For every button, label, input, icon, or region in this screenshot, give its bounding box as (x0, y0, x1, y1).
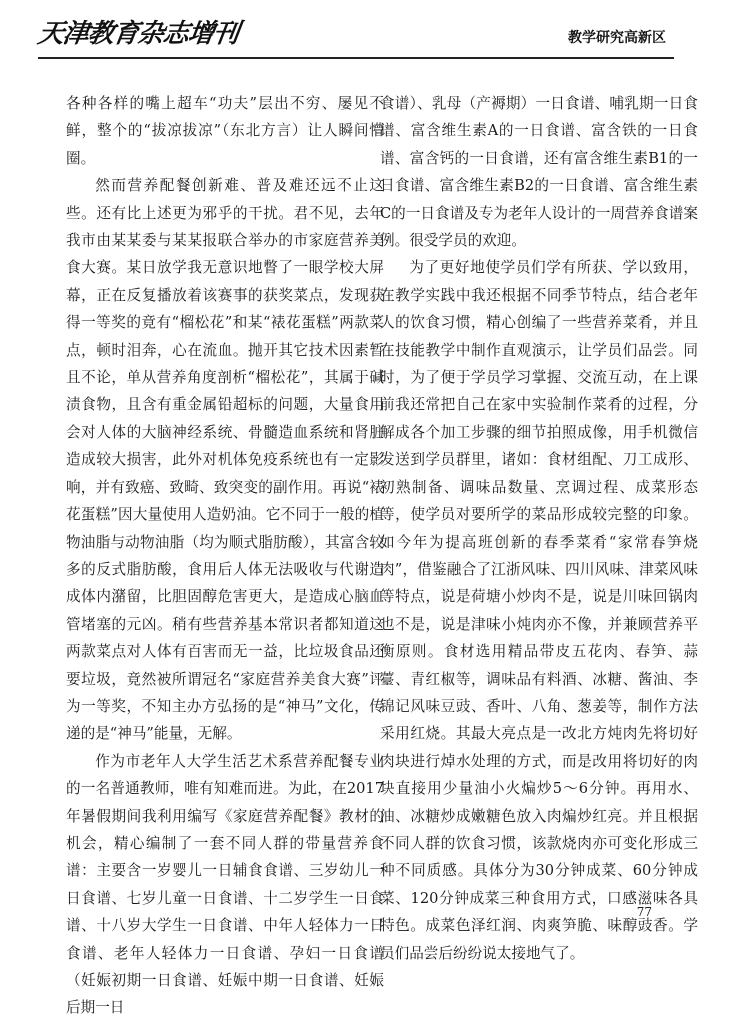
left-column (66, 90, 384, 1022)
paragraph: 然而营养配餐创新难、普及难还远不止这些。还有比上述更为邪乎的干扰。君不见，去年我市由某某委与某某报联合举办的市家庭营养美食大赛。某日放学我无意识地瞥了一眼学校大屏幕，正在反复播放着该赛事的获奖菜点，发现获得一等奖的竟有“榴松花”和某“裱花蛋糕”两款菜点，顿时泪奔，心在流血。抛开其它技术因素暂且不论，单从营养角度剖析“榴松花”，其属于碱渍食物，且含有重金属铅超标的问题，大量食用会对人体的大脑神经系统、骨髓造血系统和肾脏造成较大损害，此外对机体免疫系统也有一定影响，并有致癌、致畸、致突变的副作用。再说“裱花蛋糕”因大量使用人造奶油。它不同于一般的植物油脂与动物油脂（均为顺式脂肪酸），其富含较多的反式脂肪酸，食用后人体无法吸收与代谢造成体内潴留，比胆固醇危害更大，是造成心脑血管堵塞的元凶。稍有些营养基本常识者都知道这两款菜点对人体有百害而无一益，比垃圾食品还要垃圾，竟然被所谓冠名“家庭营养美食大赛”评为一等奖，不知主办方弘扬的是“神马”文化，传递的是“神马”能量，无解。 (66, 177, 384, 743)
paragraph: 各种各样的嘴上超车“功夫”层出不穷、屡见不鲜，整个的“拔凉拔凉”（东北方言）让人瞬间懵圈。 (66, 95, 384, 167)
paragraph: 作为市老年人大学生活艺术系营养配餐专业的一名普通教师，唯有知难而进。为此，在2017年暑假期间我利用编写《家庭营养配餐》教材的机会，精心编制了一套不同人群的带量营养食谱：主要含一岁婴儿一日辅食食谱、三岁幼儿一日食谱、七岁儿童一日食谱、十二岁学生一日食谱、十八岁大学生一日食谱、中年人轻体力一日食谱、老年人轻体力一日食谱、孕妇一日食谱（妊娠初期一日食谱、妊娠中期一日食谱、妊娠后期一日 (66, 752, 384, 1017)
header-divider (38, 57, 674, 59)
right-column (380, 90, 698, 967)
section-title: 教学研究高新区 (568, 30, 666, 46)
journal-logo: 天津教育杂志增刊 (35, 19, 241, 49)
paragraph: 为了更好地使学员们学有所获、学以致用，在教学实践中我还根据不同季节特点，结合老年人的饮食习惯，精心创编了一些营养菜肴，并且在技能教学中制作直观演示，让学员们品尝。同时，为了便于学员学习掌握、交流互动，在上课前我还常把自己在家中实验制作菜肴的过程，分解成各个加工步骤的细节拍照成像，用手机微信发送到学员群里，诸如：食材组配、刀工成形、初熟制备、调味品数量、烹调过程、成菜形态等，使学员对要所学的菜品形成较完整的印象。如今年为提高班创新的春季菜肴“家常春笋烧肉”，借鉴融合了江浙风味、四川风味、津菜风味等特点，说是荷塘小炒肉不是，说是川味回锅肉也不是，说是津味小炖肉亦不像，并兼顾营养平衡原则。食材选用精品带皮五花肉、春笋、蒜薹、青红椒等，调味品有料酒、冰糖、酱油、李锦记风味豆豉、香叶、八角、葱姜等，制作方法采用红烧。其最大亮点是一改北方炖肉先将切好肉块进行焯水处理的方式，而是改用将切好的肉块直接用少量油小火煸炒5～6分钟。再用水、油、冰糖炒成嫩糖色放入肉煸炒红亮。并且根据不同人群的饮食习惯，该款烧肉亦可变化形成三种不同质感。具体分为30分钟成菜、60分钟成菜、120分钟成菜三种食用方式，口感滋味各具特色。成菜色泽红润、肉爽笋脆、味醇豉香。学员们品尝后纷纷说太接地气了。 (380, 259, 698, 962)
page-number: 77 (636, 905, 652, 919)
paragraph: 食谱）、乳母（产褥期）一日食谱、哺乳期一日食谱、富含维生素A的一日食谱、富含铁的一日食谱、富含钙的一日食谱，还有富含维生素B1的一日食谱、富含维生素B2的一日食谱、富含维生素C的一日食谱及专为老年人设计的一周营养食谱案例。很受学员的欢迎。 (380, 95, 698, 250)
